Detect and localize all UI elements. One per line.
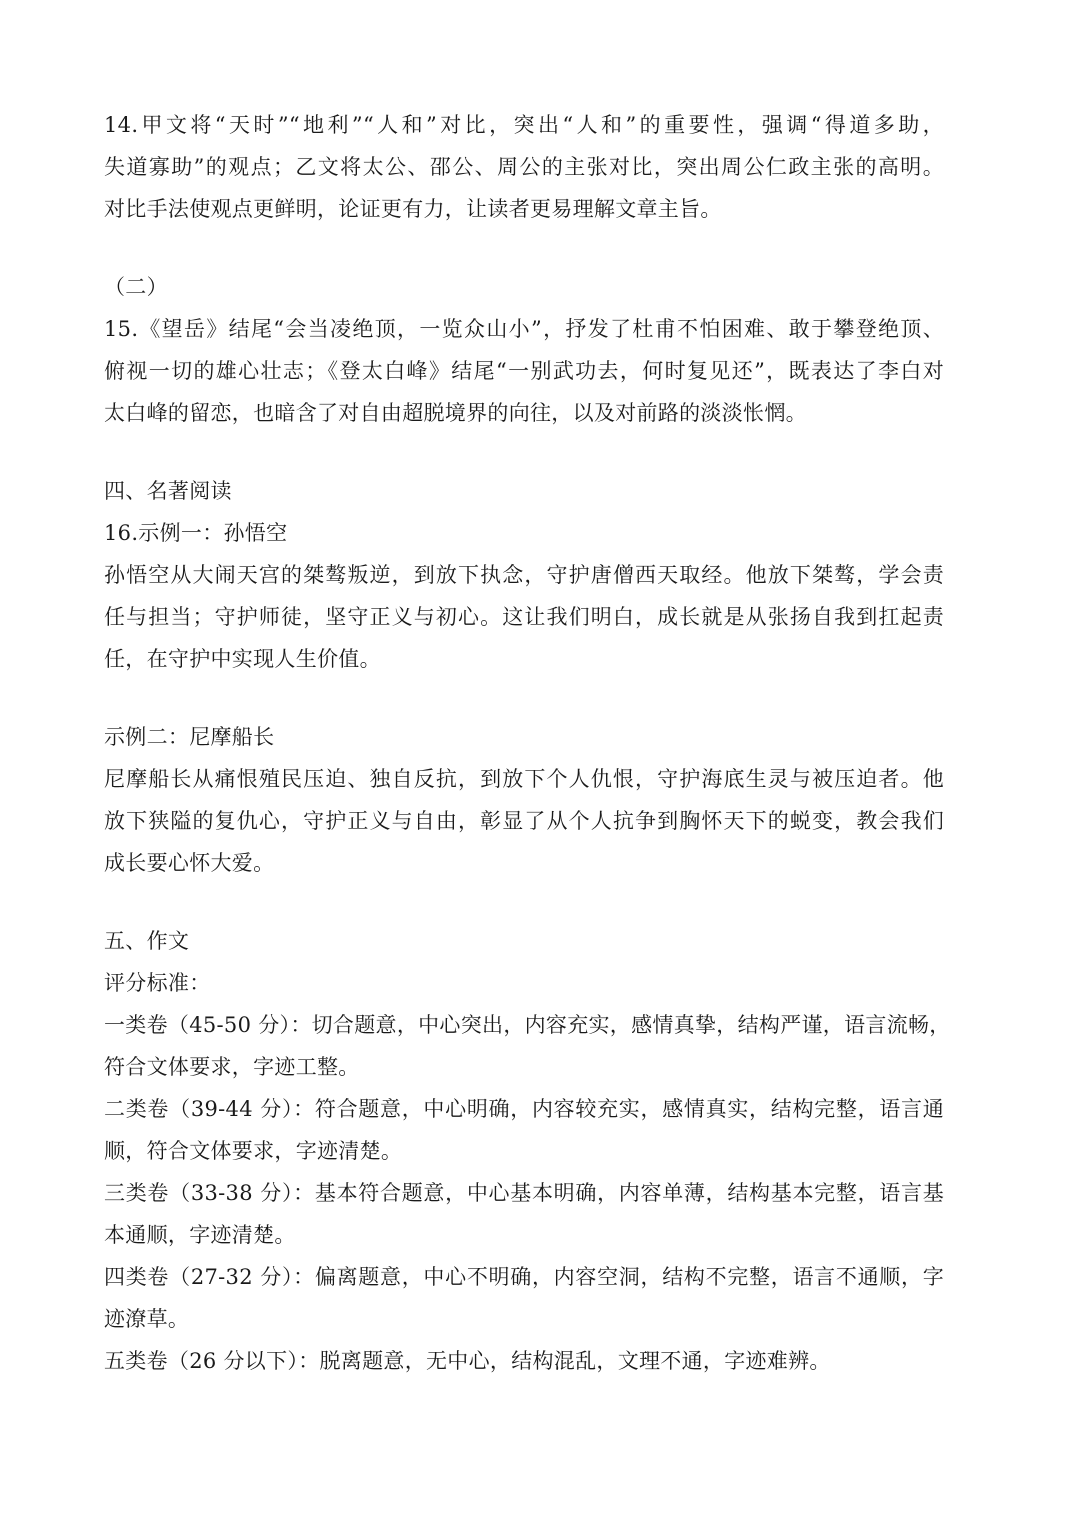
- answer-14-line: 失道寡助”的观点；乙文将太公、邵公、周公的主张对比，突出周公仁政主张的高明。: [104, 155, 944, 179]
- example-1-title: 16.示例一：孙悟空: [104, 521, 288, 545]
- part-2-heading: （二）: [104, 275, 168, 299]
- answer-14-line: 14.甲文将“天时”“地利”“人和”对比，突出“人和”的重要性，强调“得道多助，: [104, 113, 944, 137]
- example-1-line: 孙悟空从大闹天宫的桀骜叛逆，到放下执念，守护唐僧西天取经。他放下桀骜，学会责: [104, 563, 944, 587]
- part-2: [104, 266, 944, 434]
- answer-14-line: 对比手法使观点更鲜明，论证更有力，让读者更易理解文章主旨。: [104, 197, 722, 221]
- grade-line: 符合文体要求，字迹工整。: [104, 1055, 360, 1079]
- grade-line: 顺，符合文体要求，字迹清楚。: [104, 1139, 403, 1163]
- grade-4: [104, 1256, 944, 1340]
- grade-line: 三类卷（33-38 分）：基本符合题意，中心基本明确，内容单薄，结构基本完整，语言基: [104, 1181, 944, 1205]
- criteria-label: 评分标准：: [104, 971, 211, 995]
- grade-1: [104, 1004, 951, 1088]
- grade-5: [104, 1340, 944, 1382]
- answer-14: [104, 104, 944, 230]
- grade-line: 五类卷（26 分以下）：脱离题意，无中心，结构混乱，文理不通，字迹难辨。: [104, 1349, 831, 1373]
- example-1-line: 任，在守护中实现人生价值。: [104, 647, 381, 671]
- answer-15-line: 太白峰的留恋，也暗含了对自由超脱境界的向往，以及对前路的淡淡怅惘。: [104, 401, 807, 425]
- grade-2: [104, 1088, 944, 1172]
- part-5: [104, 920, 951, 1382]
- grade-line: 二类卷（39-44 分）：符合题意，中心明确，内容较充实，感情真实，结构完整，语言通: [104, 1097, 944, 1121]
- part-5-heading: 五、作文: [104, 929, 190, 953]
- answer-key-page: [104, 104, 951, 1382]
- example-1-line: 任与担当；守护师徒，坚守正义与初心。这让我们明白，成长就是从张扬自我到扛起责: [104, 605, 944, 629]
- example-2-line: 尼摩船长从痛恨殖民压迫、独自反抗，到放下个人仇恨，守护海底生灵与被压迫者。他: [104, 767, 944, 791]
- grade-line: 四类卷（27-32 分）：偏离题意，中心不明确，内容空洞，结构不完整，语言不通顺，字: [104, 1265, 944, 1289]
- grade-line: 一类卷（45-50 分）：切合题意，中心突出，内容充实，感情真挚，结构严谨，语言流畅，: [104, 1013, 951, 1037]
- grade-line: 迹潦草。: [104, 1307, 190, 1331]
- part-4: [104, 470, 944, 884]
- example-2-title: 示例二：尼摩船长: [104, 725, 275, 749]
- grade-3: [104, 1172, 944, 1256]
- answer-15-line: 俯视一切的雄心壮志；《登太白峰》结尾“一别武功去，何时复见还”，既表达了李白对: [104, 359, 944, 383]
- part-4-heading: 四、名著阅读: [104, 479, 232, 503]
- example-2-line: 放下狭隘的复仇心，守护正义与自由，彰显了从个人抗争到胸怀天下的蜕变，教会我们: [104, 809, 944, 833]
- example-2-line: 成长要心怀大爱。: [104, 851, 275, 875]
- grade-line: 本通顺，字迹清楚。: [104, 1223, 296, 1247]
- answer-15-line: 15.《望岳》结尾“会当凌绝顶，一览众山小”，抒发了杜甫不怕困难、敢于攀登绝顶、: [104, 317, 944, 341]
